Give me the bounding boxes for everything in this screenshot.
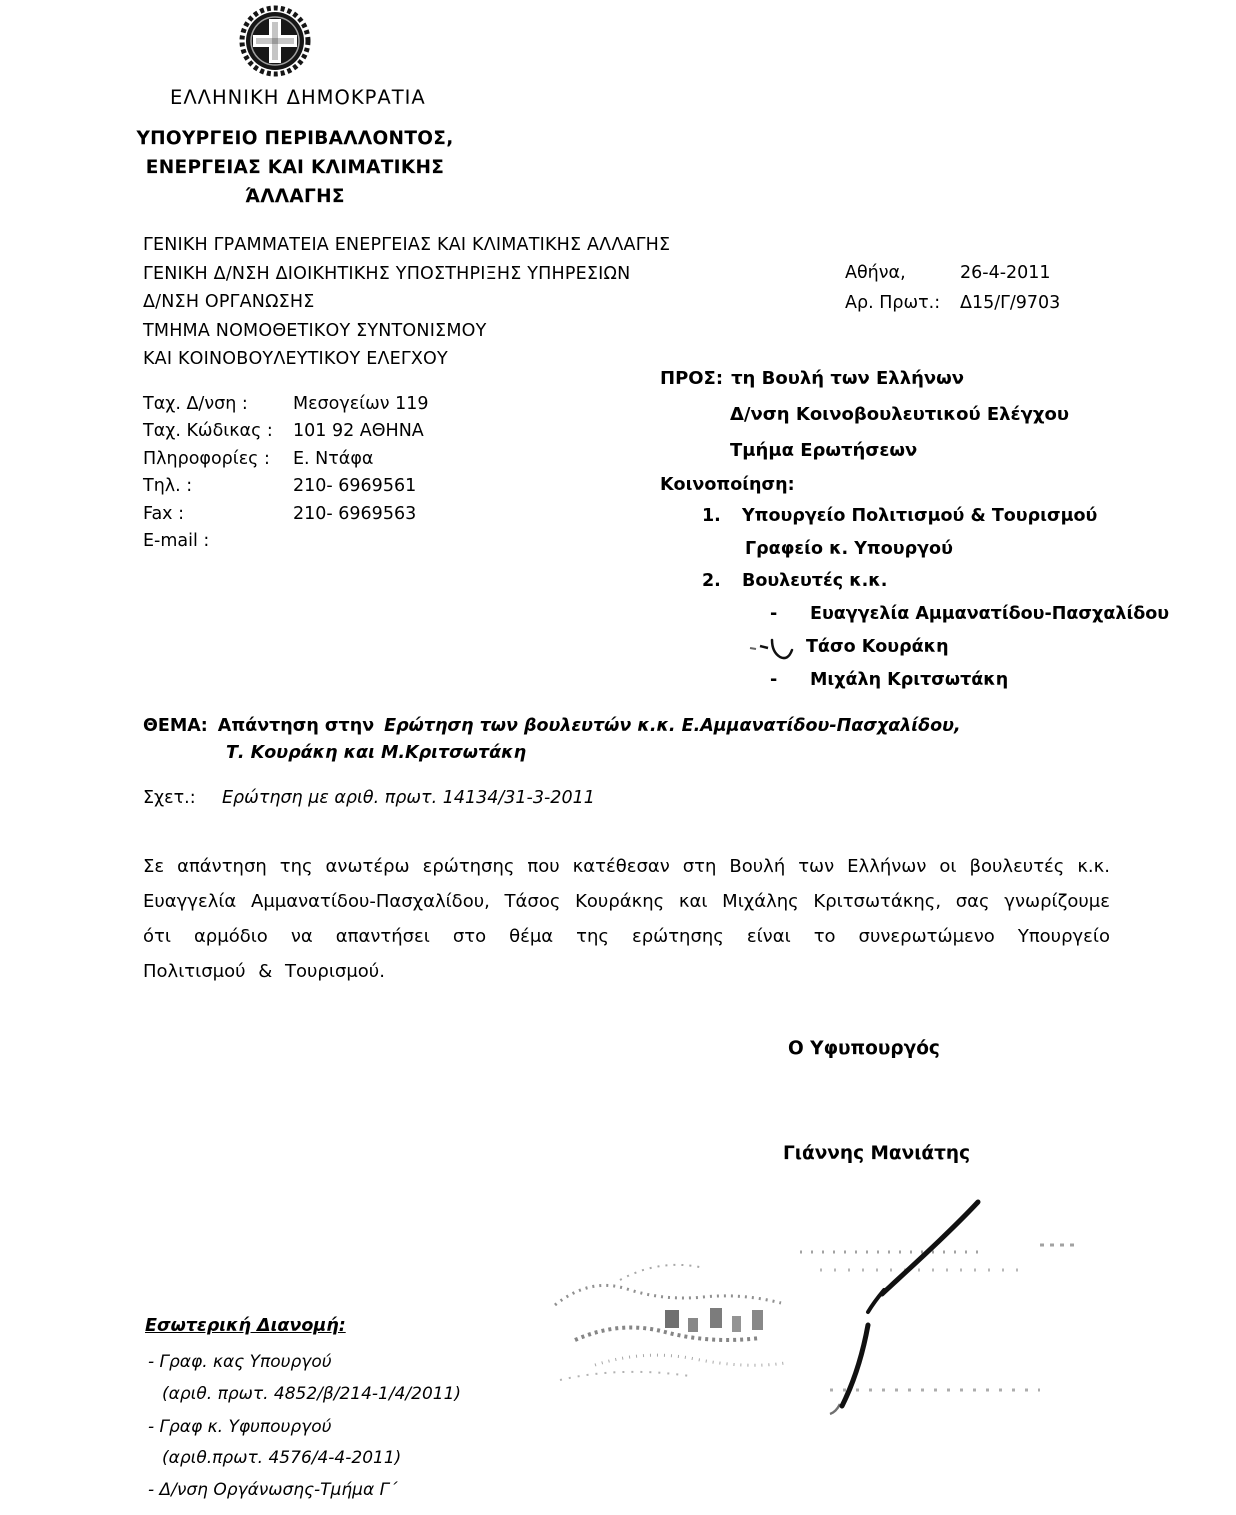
subject-lead: Απάντηση στην	[217, 716, 375, 736]
dash-bullet: -	[770, 670, 778, 690]
contact-row	[143, 391, 429, 418]
cc-item-2	[702, 571, 887, 591]
internal-item: - Δ/νση Οργάνωσης-Τμήμα Γ΄	[148, 1480, 398, 1500]
internal-distribution-title: Εσωτερική Διανομή:	[145, 1316, 346, 1336]
reference-text: Ερώτηση με αριθ. πρωτ. 14134/31-3-2011	[222, 788, 595, 808]
protocol-number-label: Αρ. Πρωτ.:	[845, 293, 941, 313]
contact-value: 101 92 ΑΘΗΝΑ	[293, 421, 424, 442]
cc-item-2-text: Βουλευτές κ.κ.	[742, 571, 888, 591]
recipient-line	[660, 368, 964, 389]
internal-item-ref: (αριθ.πρωτ. 4576/4-4-2011)	[162, 1448, 402, 1468]
contact-info	[143, 391, 429, 555]
cc-item-1	[702, 506, 1097, 526]
deputy-1-name: Ευαγγελία Αμμανατίδου-Πασχαλίδου	[810, 604, 1170, 624]
contact-value: 210- 6969561	[293, 476, 417, 497]
ministry-line-1: ΥΠΟΥΡΓΕΙΟ ΠΕΡΙΒΑΛΛΟΝΤΟΣ,	[136, 128, 454, 149]
to-line-2: Δ/νση Κοινοβουλευτικού Ελέγχου	[730, 404, 1069, 425]
contact-row	[143, 501, 429, 528]
signatory-name: Γιάννης Μανιάτης	[783, 1143, 971, 1164]
body-paragraph: Σε απάντηση της ανωτέρω ερώτησης που κατέθεσαν στη Βουλή των Ελλήνων οι βουλευτές κ.κ. Ευαγγελία Αμμανατίδου-Πασχαλίδου, Τάσος Κουράκης και Μιχάλης Κριτσωτάκης, σας γνωρίζουμε ότι αρμόδιο να απαντήσει στο θέμα της ερώτησης είναι το συνερωτώμενο Υπουργείο Πολιτισμού & Τουρισμού.	[143, 856, 1110, 982]
department-line: ΤΜΗΜΑ ΝΟΜΟΘΕΤΙΚΟΥ ΣΥΝΤΟΝΙΣΜΟΥ	[143, 320, 487, 341]
ministry-line-3: ΆΛΛΑΓΗΣ	[245, 186, 345, 207]
subject-emphasis-1: Ερώτηση των βουλευτών κ.κ. Ε.Αμμανατίδου-Πασχαλίδου,	[384, 716, 961, 736]
to-line-3: Τμήμα Ερωτήσεων	[730, 440, 918, 461]
contact-value: Μεσογείων 119	[293, 394, 429, 414]
protocol-block	[845, 258, 1060, 318]
greek-coat-of-arms-icon	[238, 4, 312, 78]
protocol-number: Δ15/Γ/9703	[960, 293, 1061, 313]
cc-item-1-text: Υπουργείο Πολιτισμού & Τουρισμού	[742, 506, 1098, 526]
subject-label: ΘΕΜΑ:	[143, 716, 208, 736]
internal-item: - Γραφ. κας Υπουργού	[148, 1352, 332, 1372]
stamp-and-signature	[500, 1190, 1120, 1430]
reference-line	[143, 788, 595, 808]
subject-emphasis-2: Τ. Κουράκη και Μ.Κριτσωτάκη	[226, 743, 527, 763]
handwritten-check-icon	[748, 636, 800, 664]
deputy-item-3	[770, 670, 1008, 690]
issuing-department	[143, 231, 670, 374]
date-row	[845, 258, 1060, 288]
department-line: ΚΑΙ ΚΟΙΝΟΒΟΥΛΕΥΤΙΚΟΥ ΕΛΕΓΧΟΥ	[143, 349, 448, 369]
reference-label: Σχετ.:	[143, 788, 196, 808]
ministry-line-2: ΕΝΕΡΓΕΙΑΣ ΚΑΙ ΚΛΙΜΑΤΙΚΗΣ	[145, 157, 445, 178]
deputy-item-1	[770, 604, 1169, 624]
contact-label: Fax :	[143, 503, 184, 524]
ministry-title	[128, 124, 462, 211]
department-line: ΓΕΝΙΚΗ ΓΡΑΜΜΑΤΕΙΑ ΕΝΕΡΓΕΙΑΣ ΚΑΙ ΚΛΙΜΑΤΙΚΗΣ ΑΛΛΑΓΗΣ	[143, 235, 671, 255]
contact-row	[143, 473, 429, 500]
subject-line-1	[143, 716, 961, 736]
protocol-number-row	[845, 288, 1060, 318]
to-label: ΠΡΟΣ:	[660, 368, 724, 389]
contact-label: Τηλ. :	[143, 476, 193, 497]
department-line: ΓΕΝΙΚΗ Δ/ΝΣΗ ΔΙΟΙΚΗΤΙΚΗΣ ΥΠΟΣΤΗΡΙΞΗΣ ΥΠΗΡΕΣΙΩΝ	[143, 263, 631, 284]
cc-label: Κοινοποίηση:	[660, 475, 795, 495]
signature-stroke-icon	[830, 1202, 978, 1414]
cc-item-1-sub: Γραφείο κ. Υπουργού	[745, 539, 953, 559]
contact-row	[143, 418, 429, 445]
department-line: Δ/ΝΣΗ ΟΡΓΑΝΩΣΗΣ	[143, 292, 315, 312]
contact-value: 210- 6969563	[293, 503, 417, 524]
to-line-1: τη Βουλή των Ελλήνων	[731, 368, 965, 389]
stamp-imprint-icon	[555, 1245, 1080, 1390]
contact-value: Ε. Ντάφα	[293, 448, 374, 469]
contact-label: Ταχ. Δ/νση :	[143, 394, 248, 414]
city-label: Αθήνα,	[845, 263, 906, 283]
letter-date: 26-4-2011	[960, 263, 1051, 283]
contact-label: E-mail :	[143, 531, 210, 552]
contact-label: Ταχ. Κώδικας :	[143, 421, 273, 442]
deputy-3-name: Μιχάλη Κριτσωτάκη	[810, 670, 1009, 690]
cc-item-2-number: 2.	[702, 571, 721, 591]
contact-row	[143, 528, 429, 555]
contact-label: Πληροφορίες :	[143, 448, 270, 469]
republic-title: ΕΛΛΗΝΙΚΗ ΔΗΜΟΚΡΑΤΙΑ	[170, 86, 426, 109]
internal-item-ref: (αριθ. πρωτ. 4852/β/214-1/4/2011)	[162, 1384, 462, 1404]
signatory-title: Ο Υφυπουργός	[788, 1038, 940, 1059]
cc-item-1-number: 1.	[702, 506, 721, 526]
contact-row	[143, 446, 429, 473]
deputy-2-name: Τάσο Κουράκη	[806, 637, 949, 657]
dash-bullet: -	[770, 604, 778, 624]
internal-item: - Γραφ κ. Υφυπουργού	[148, 1417, 332, 1437]
